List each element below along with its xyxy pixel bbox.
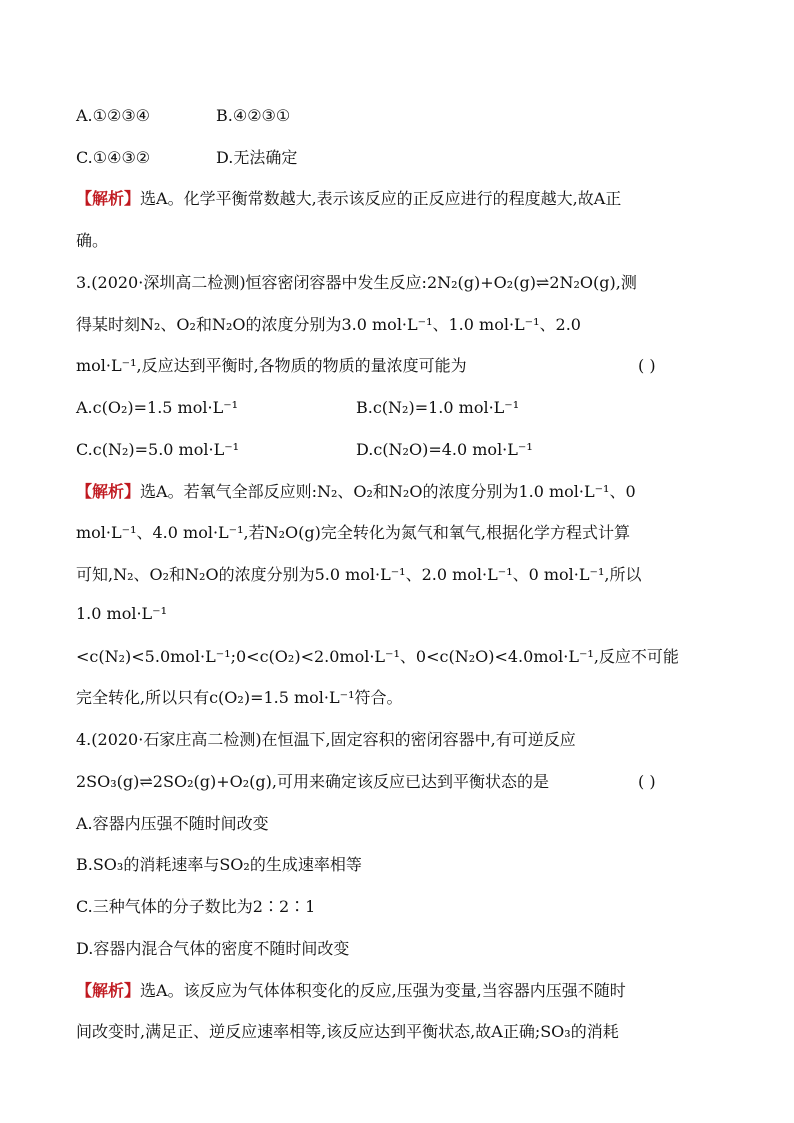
analysis-text: 选A。若氧气全部反应则:N₂、O₂和N₂O的浓度分别为1.0 mol·L⁻¹、0 (140, 482, 636, 501)
analysis-line (76, 979, 626, 1003)
option-d: D.c(N₂O)=4.0 mol·L⁻¹ (356, 440, 533, 459)
option-d: D.无法确定 (216, 148, 298, 167)
question-4-stem: 4.(2020·石家庄高二检测)在恒温下,固定容积的密闭容器中,有可逆反应 (76, 730, 576, 749)
option-a: A.c(O₂)=1.5 mol·L⁻¹ (76, 398, 239, 417)
option-b: B.SO₃的消耗速率与SO₂的生成速率相等 (76, 855, 362, 874)
analysis-line: 间改变时,满足正、逆反应速率相等,该反应达到平衡状态,故A正确;SO₃的消耗 (76, 1022, 619, 1041)
analysis-label: 【解析】 (76, 189, 141, 208)
analysis-label: 【解析】 (76, 981, 141, 1000)
analysis-line (76, 187, 621, 211)
option-b: B.c(N₂)=1.0 mol·L⁻¹ (356, 398, 520, 417)
analysis-line: 完全转化,所以只有c(O₂)=1.5 mol·L⁻¹符合。 (76, 688, 403, 707)
option-d: D.容器内混合气体的密度不随时间改变 (76, 939, 350, 958)
option-b: B.④②③① (216, 106, 291, 125)
analysis-line: 1.0 mol·L⁻¹ (76, 604, 168, 623)
option-c: C.c(N₂)=5.0 mol·L⁻¹ (76, 440, 240, 459)
question-3-stem: 3.(2020·深圳高二检测)恒容密闭容器中发生反应:2N₂(g)+O₂(g)⇌2N₂O(g),测 (76, 273, 637, 292)
option-a: A.容器内压强不随时间改变 (76, 814, 269, 833)
option-c: C.①④③② (76, 148, 151, 167)
analysis-line: mol·L⁻¹、4.0 mol·L⁻¹,若N₂O(g)完全转化为氮气和氧气,根据化学方程式计算 (76, 523, 630, 542)
question-3-stem: 得某时刻N₂、O₂和N₂O的浓度分别为3.0 mol·L⁻¹、1.0 mol·L⁻¹、2.0 (76, 315, 581, 334)
question-3-stem: mol·L⁻¹,反应达到平衡时,各物质的物质的量浓度可能为 (76, 356, 467, 375)
analysis-line (76, 480, 636, 504)
option-c: C.三种气体的分子数比为2∶2∶1 (76, 897, 316, 916)
analysis-line: 可知,N₂、O₂和N₂O的浓度分别为5.0 mol·L⁻¹、2.0 mol·L⁻¹、0 mol·L⁻¹,所以 (76, 565, 642, 584)
answer-parentheses: ( ) (638, 356, 656, 375)
analysis-label: 【解析】 (76, 482, 141, 501)
option-a: A.①②③④ (76, 106, 151, 125)
analysis-text: 选A。该反应为气体体积变化的反应,压强为变量,当容器内压强不随时 (140, 981, 626, 1000)
analysis-line: 确。 (76, 231, 109, 250)
analysis-line: <c(N₂)<5.0mol·L⁻¹;0<c(O₂)<2.0mol·L⁻¹、0<c(N₂O)<4.0mol·L⁻¹,反应不可能 (76, 647, 679, 666)
question-4-stem: 2SO₃(g)⇌2SO₂(g)+O₂(g),可用来确定该反应已达到平衡状态的是 (76, 772, 549, 791)
answer-parentheses: ( ) (638, 772, 656, 791)
analysis-text: 选A。化学平衡常数越大,表示该反应的正反应进行的程度越大,故A正 (140, 189, 622, 208)
